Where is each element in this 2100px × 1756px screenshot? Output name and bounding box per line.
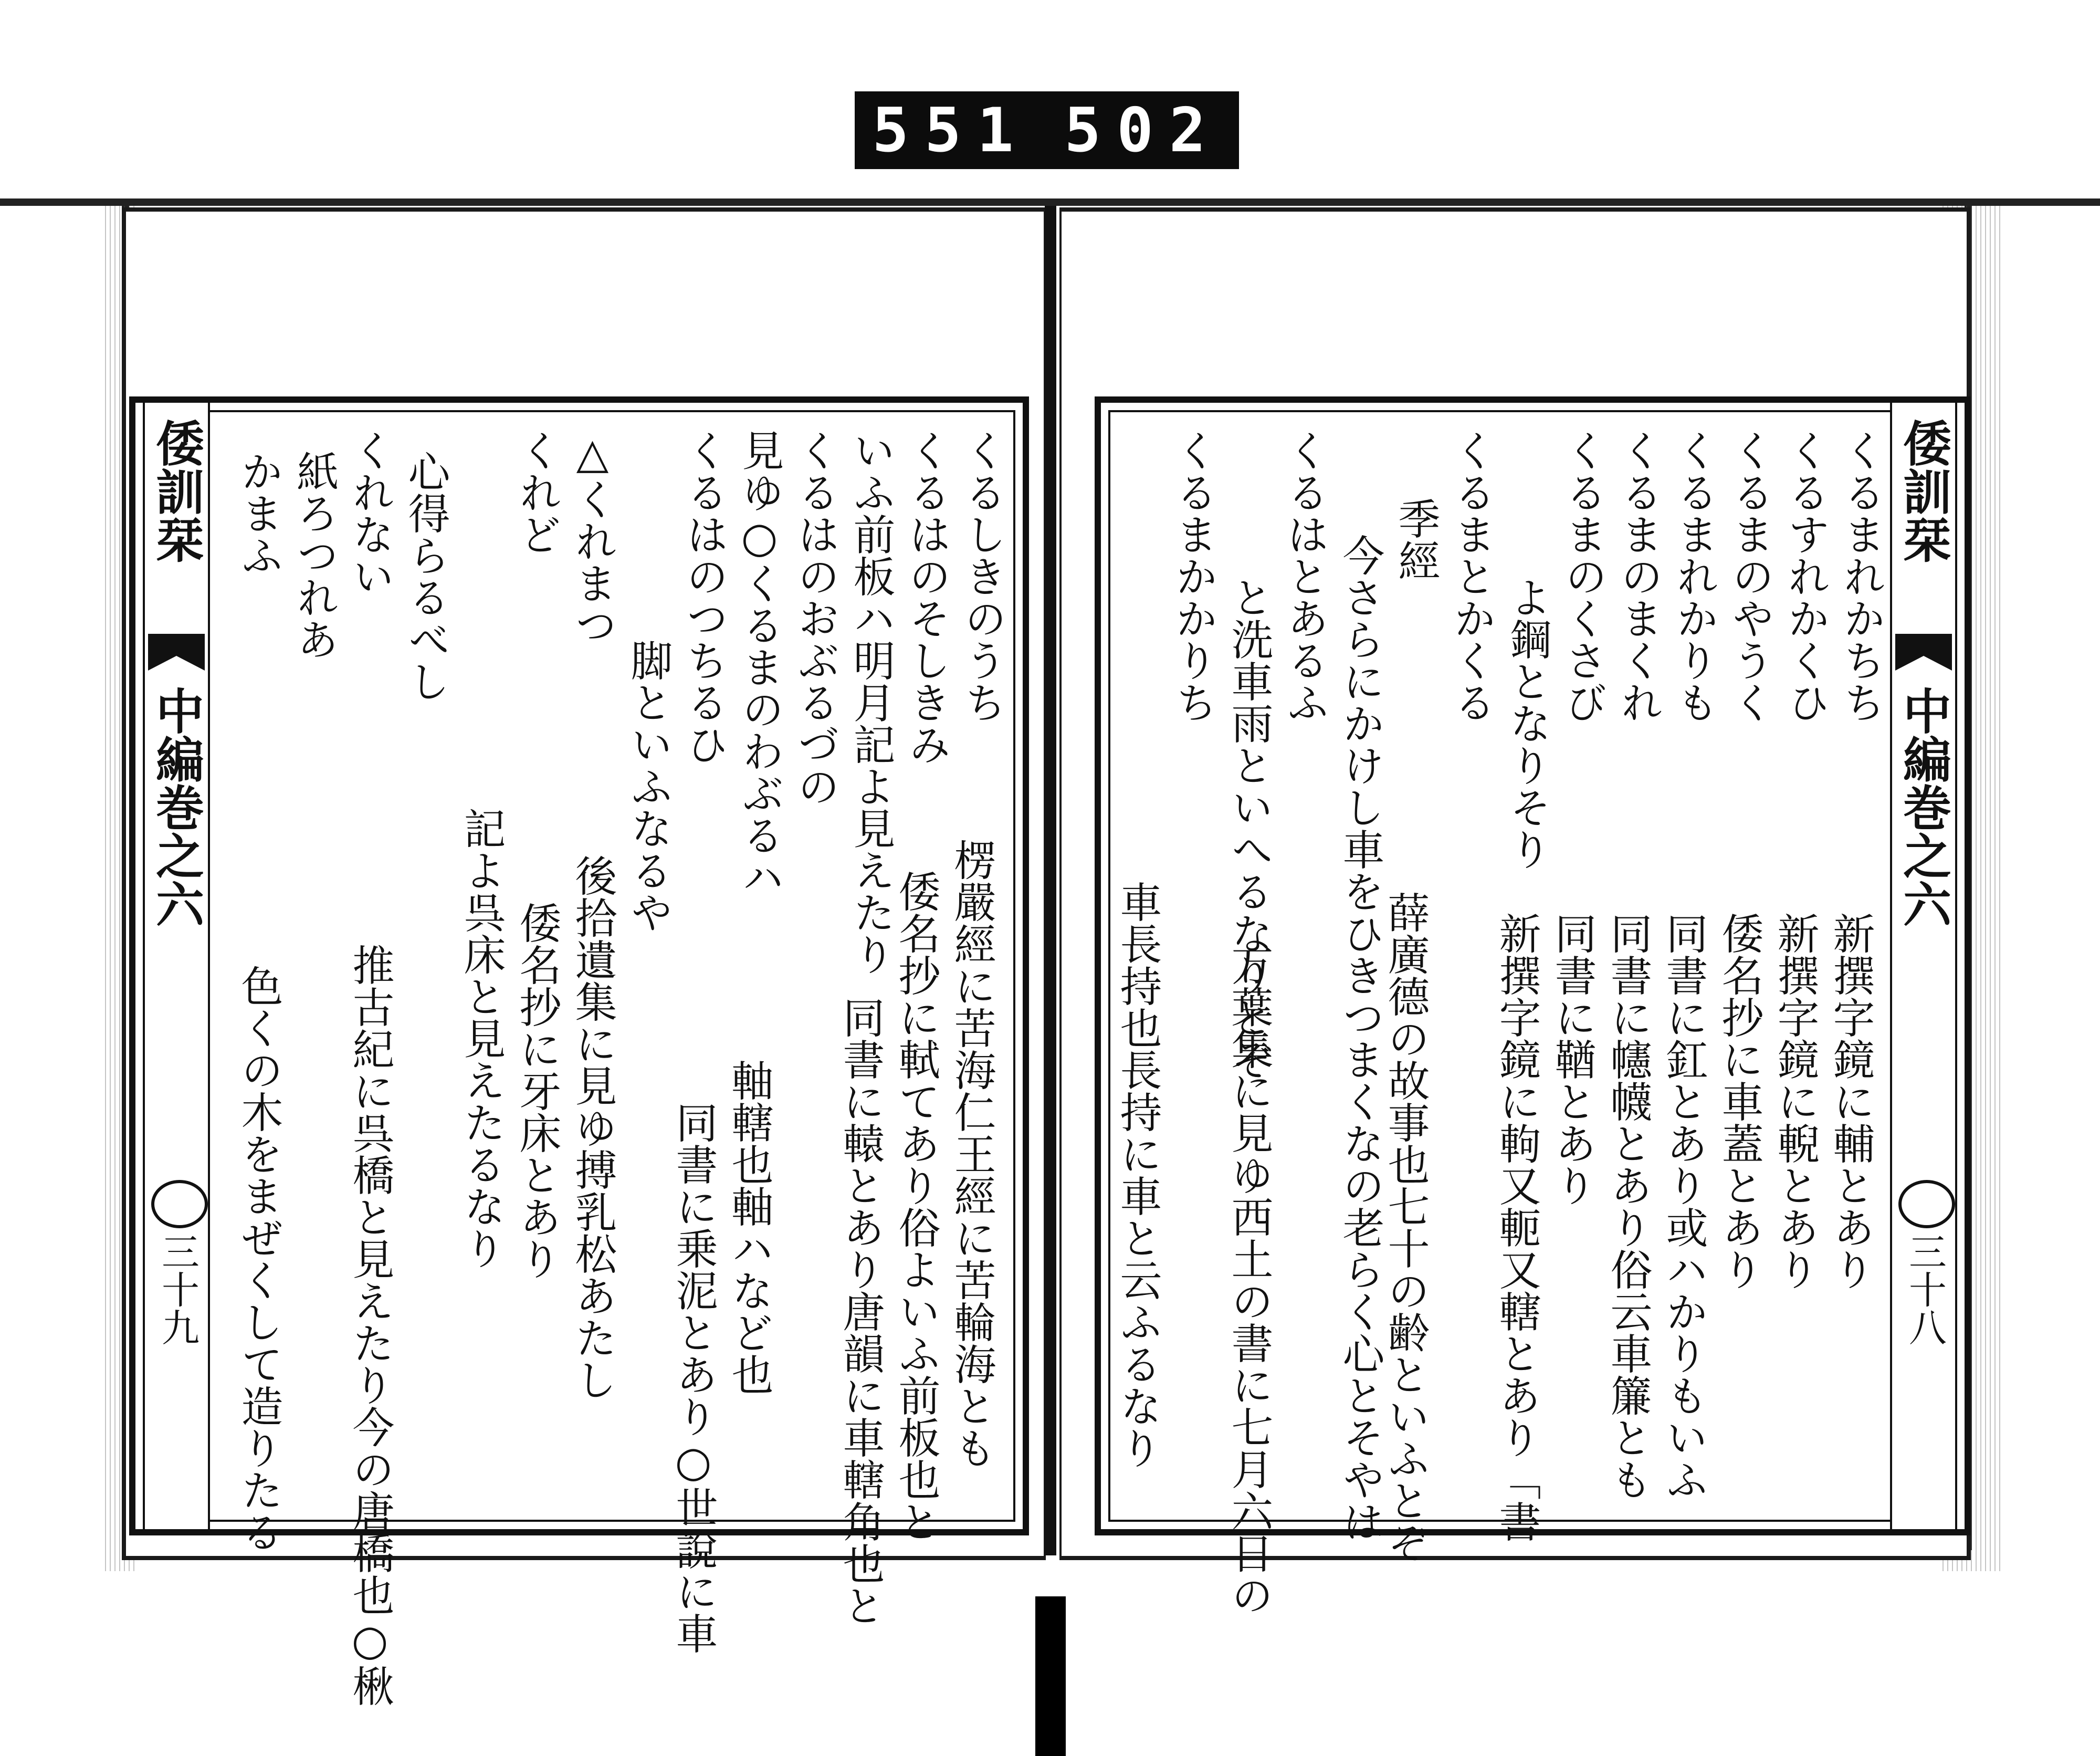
right-folio-circle xyxy=(1898,1180,1955,1228)
left-note: 色くの木をまぜくして造りたる xyxy=(234,965,283,1553)
left-column: くるはのつちるひ xyxy=(679,429,728,765)
left-note: 後拾遺集に見ゆ搏乳松あたし xyxy=(568,854,617,1400)
right-note: 薛廣德の故事也七十の齢といふとぞ xyxy=(1381,891,1430,1563)
right-column: くるすれかくひ xyxy=(1781,429,1830,723)
book-top-edge xyxy=(0,198,2100,206)
right-hashira xyxy=(1890,403,1957,1529)
left-note: 推古紀に呉橋と見えたり今の唐橋也○楸 xyxy=(345,944,394,1707)
left-column: 紙ろつれあ xyxy=(290,450,339,660)
right-note: 同書に鞧とあり xyxy=(1548,912,1597,1206)
right-note: 車長持也長持に車と云ふるなり xyxy=(1113,881,1162,1469)
left-column: 記よ呉床と見えたるなり xyxy=(457,807,506,1269)
spine-clip xyxy=(1035,1596,1066,1756)
left-note: 倭名抄に牙床とあり xyxy=(512,902,561,1280)
left-column: くれど xyxy=(512,429,561,555)
right-fishtail-mark xyxy=(1895,634,1952,671)
right-note: 万葉集に見ゆ西土の書に七月六日の xyxy=(1224,944,1273,1616)
right-text-frame xyxy=(1095,396,1971,1616)
book-spine xyxy=(1045,206,1056,1555)
right-column: と洗車雨といへるなりとぞ xyxy=(1224,576,1273,1080)
left-text-frame xyxy=(129,396,1029,1707)
right-note: 新撰字鏡に輗とあり xyxy=(1770,912,1819,1290)
right-column: 季經 xyxy=(1391,497,1440,581)
left-note: 軸轄也軸ハなど也 xyxy=(724,1059,773,1395)
right-running-title: 倭訓栞 xyxy=(1895,419,1952,563)
left-fishtail-mark xyxy=(148,634,205,671)
catalog-number-right: 502 xyxy=(1064,95,1222,166)
catalog-number-left: 551 xyxy=(872,95,1030,166)
left-column: くるはのそしきみ xyxy=(902,429,951,765)
right-column: くるまのまくれ xyxy=(1614,429,1663,723)
right-body-text xyxy=(1113,419,1886,1616)
left-folio-circle xyxy=(151,1180,208,1228)
left-note: 同書に乗泥とあり○世說に車 xyxy=(669,1101,718,1654)
left-column: かまふ xyxy=(234,450,283,576)
right-note: 同書に幰幭とあり俗云車簾とも xyxy=(1603,912,1652,1500)
right-note: 新撰字鏡に軥又軛又轄とあり「書 xyxy=(1492,912,1541,1542)
left-column: 見ゆ○くるまのわぶるハ xyxy=(735,429,784,898)
right-note: 新撰字鏡に輔とあり xyxy=(1826,912,1875,1290)
left-note: 楞嚴經に苦海仁王經に苦輪海とも xyxy=(947,839,996,1469)
right-note: 同書に釭とあり或ハかりもいふ xyxy=(1659,912,1708,1500)
left-column: 心得らるべし xyxy=(401,450,450,702)
right-folio: 三十八 xyxy=(1903,1232,1947,1346)
left-hashira xyxy=(143,403,210,1529)
left-column: 脚といふなるや xyxy=(624,639,673,933)
left-column: くれない xyxy=(345,429,394,597)
right-column: くるまのくさび xyxy=(1558,429,1607,723)
right-running-title-volume: 中編巻之六 xyxy=(1895,686,1952,928)
right-column: 今さらにかけし車をひきつまくなの老らく心とそやは xyxy=(1336,534,1384,1542)
left-running-title: 倭訓栞 xyxy=(148,419,205,563)
left-body-text xyxy=(214,419,1007,1707)
left-column: くるしきのうち xyxy=(958,429,1006,723)
left-column: いふ前板ハ明月記よ見えたり xyxy=(846,429,895,975)
right-column: くるまれかちち xyxy=(1836,429,1885,723)
left-column: くるはのおぶるづの xyxy=(791,429,839,807)
right-note: 倭名抄に車蓋とあり xyxy=(1715,912,1763,1290)
right-column: くるまのやうく xyxy=(1725,429,1774,723)
right-column: よ鋼となりそり xyxy=(1503,576,1551,870)
left-folio: 三十九 xyxy=(155,1232,200,1346)
right-column: くるまとかくる xyxy=(1447,429,1496,723)
left-note: 倭名抄に軾てあり俗よいふ前板也と xyxy=(891,870,940,1542)
left-running-title-volume: 中編巻之六 xyxy=(148,686,205,928)
catalog-tag xyxy=(855,91,1239,169)
right-column: くるまかかりち xyxy=(1169,429,1217,723)
left-note: 同書に轅とあり唐韻に車轄角也と xyxy=(836,996,885,1626)
left-column: △くれまつ xyxy=(568,429,617,646)
right-column: くるはとあるふ xyxy=(1280,429,1329,723)
right-column: くるまれかりも xyxy=(1670,429,1718,723)
